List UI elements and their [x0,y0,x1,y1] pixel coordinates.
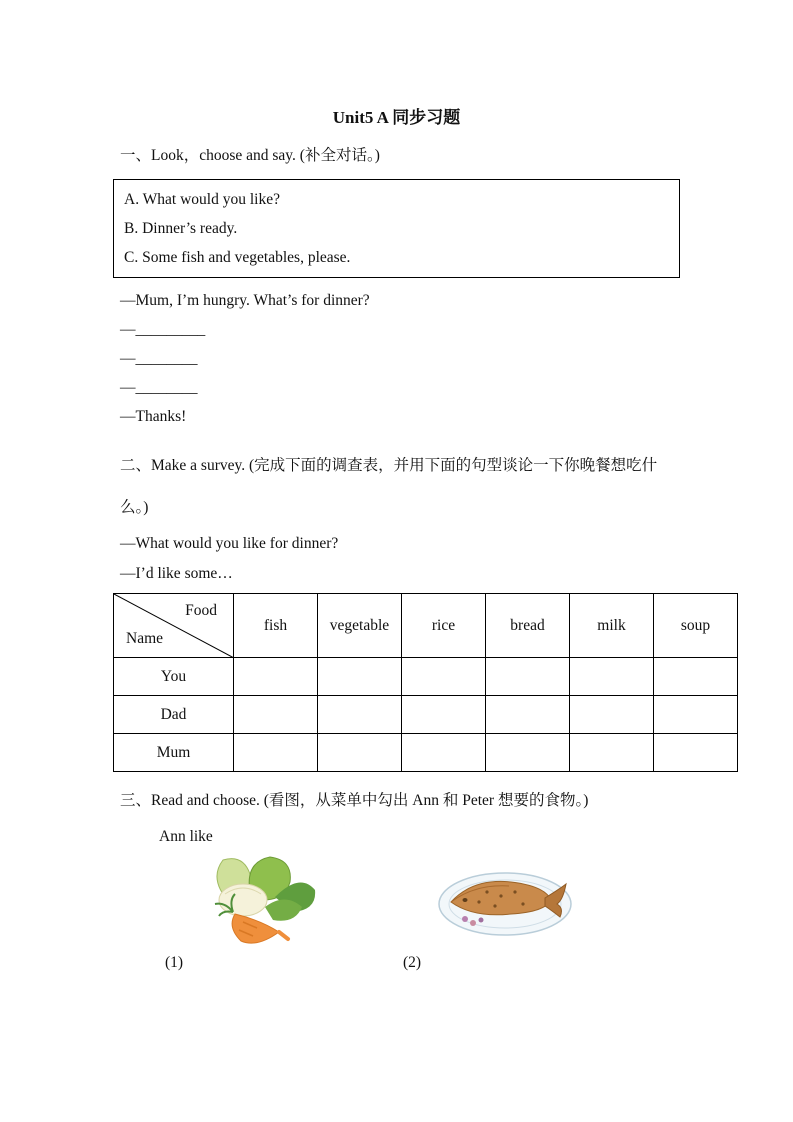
survey-question: —What would you like for dinner? [120,535,339,552]
worksheet-content [113,145,738,980]
survey-answer-stem: —I’d like some… [120,565,233,582]
row-label-dad: Dad [114,696,234,734]
survey-cell [486,734,570,772]
survey-cell [486,696,570,734]
section2-heading-line2: 么。) [120,499,149,516]
dialogue-blank-2: —________ [120,350,198,367]
section3-heading: 三、Read and choose. (看图，从菜单中勾出 Ann 和 Peter 想要的食物。) [120,792,589,809]
option-a: A. What would you like? [124,191,280,208]
survey-cell [402,734,486,772]
food-illustrations [113,852,738,952]
survey-cell [234,658,318,696]
row-label-you: You [114,658,234,696]
image-label-2: (2) [403,954,422,971]
section2-heading-line1: 二、Make a survey. (完成下面的调查表，并用下面的句型谈论一下你晚餐想吃什 [120,457,658,474]
answer-options-box [113,179,680,278]
option-c: C. Some fish and vegetables, please. [124,249,351,266]
image-label-1: (1) [165,954,184,971]
survey-cell [402,658,486,696]
dialogue-line-thanks: —Thanks! [120,408,187,425]
col-header-vegetable: vegetable [318,594,402,658]
survey-cell [570,658,654,696]
survey-row-you [114,658,738,696]
col-header-soup: soup [654,594,738,658]
survey-cell [654,734,738,772]
survey-corner-cell [114,594,234,658]
option-b: B. Dinner’s ready. [124,220,238,237]
dialogue-blank-1: —_________ [120,321,206,338]
survey-row-mum [114,734,738,772]
survey-cell [570,734,654,772]
dialogue-block [120,286,738,431]
survey-cell [318,734,402,772]
section1-heading: 一、Look，choose and say. (补全对话。) [120,147,380,164]
survey-table [113,593,738,772]
survey-cell [318,658,402,696]
survey-cell [654,658,738,696]
survey-cell [402,696,486,734]
survey-cell [570,696,654,734]
vegetables-icon [205,852,323,952]
dialogue-blank-3: —________ [120,379,198,396]
survey-cell [318,696,402,734]
col-header-rice: rice [402,594,486,658]
survey-cell [234,734,318,772]
section2-heading [120,445,738,529]
survey-header-row [114,594,738,658]
ann-like-label: Ann like [159,828,213,845]
col-header-milk: milk [570,594,654,658]
roast-fish-icon [435,862,575,940]
corner-label-food: Food [185,602,217,619]
image-labels [113,954,738,980]
survey-cell [486,658,570,696]
page-title: Unit5 A 同步习题 [332,108,461,127]
corner-label-name: Name [126,630,164,647]
survey-cell [234,696,318,734]
survey-cell [654,696,738,734]
col-header-fish: fish [234,594,318,658]
survey-row-dad [114,696,738,734]
col-header-bread: bread [486,594,570,658]
dialogue-line-hungry: —Mum, I’m hungry. What’s for dinner? [120,292,370,309]
row-label-mum: Mum [114,734,234,772]
